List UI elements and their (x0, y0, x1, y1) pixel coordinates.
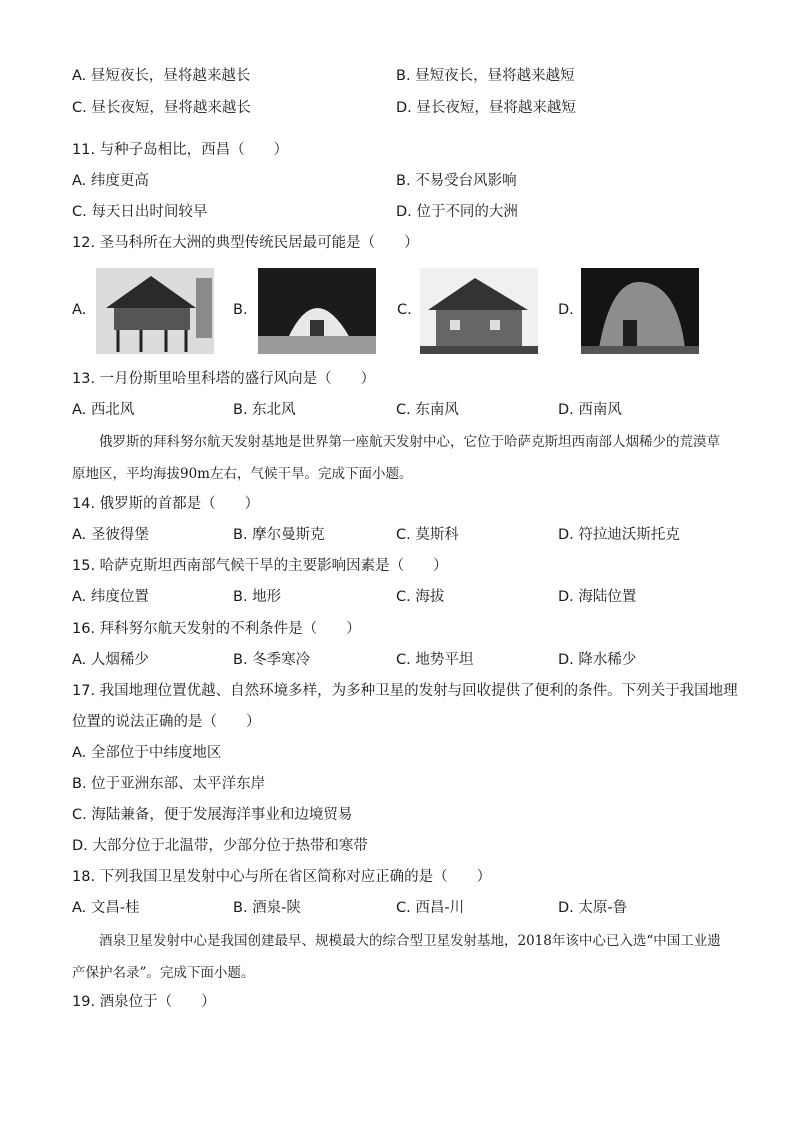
q13-stem: 13. 一月份斯里哈里科塔的盛行风向是（ ） (72, 371, 376, 387)
q16-option-b: B. 冬季寒冷 (233, 652, 311, 668)
q18-option-c: C. 西昌-川 (396, 900, 465, 916)
q11-option-c: C. 每天日出时间较早 (72, 204, 208, 220)
q14-stem: 14. 俄罗斯的首都是（ ） (72, 496, 260, 512)
q14-option-a: A. 圣彼得堡 (72, 527, 149, 543)
q10-option-a: A. 昼短夜长，昼将越来越长 (72, 68, 251, 84)
q11-stem: 11. 与种子岛相比，西昌（ ） (72, 142, 289, 158)
q12-label-a: A. (72, 302, 87, 318)
q10-option-d: D. 昼长夜短，昼将越来越短 (396, 100, 576, 116)
q10-option-c: C. 昼长夜短，昼将越来越长 (72, 100, 251, 116)
q15-option-c: C. 海拔 (396, 589, 445, 605)
q12-label-d: D. (558, 302, 574, 318)
q15-option-b: B. 地形 (233, 589, 282, 605)
reading-passage-baikonur: 俄罗斯的拜科努尔航天发射基地是世界第一座航天发射中心，它位于哈萨克斯坦西南部人烟稀少的荒漠草原地区，平均海拔90m左右，气候干旱。完成下面小题。 (72, 434, 720, 482)
q17-option-c: C. 海陆兼备，便于发展海洋事业和边境贸易 (72, 807, 353, 823)
q10-option-b: B. 昼短夜长，昼将越来越短 (396, 68, 575, 84)
q18-option-d: D. 太原-鲁 (558, 900, 628, 916)
q14-option-b: B. 摩尔曼斯克 (233, 527, 325, 543)
stilt-house-image (96, 268, 214, 354)
q13-option-c: C. 东南风 (396, 402, 459, 418)
q18-stem: 18. 下列我国卫星发射中心与所在省区简称对应正确的是（ ） (72, 869, 492, 885)
q16-stem: 16. 拜科努尔航天发射的不利条件是（ ） (72, 621, 361, 637)
q11-option-a: A. 纬度更高 (72, 173, 149, 189)
q19-stem: 19. 酒泉位于（ ） (72, 994, 216, 1010)
grass-hut-image (581, 268, 699, 354)
q11-option-b: B. 不易受台风影响 (396, 173, 517, 189)
q12-label-b: B. (233, 302, 248, 318)
q16-option-c: C. 地势平坦 (396, 652, 474, 668)
q15-stem: 15. 哈萨克斯坦西南部气候干旱的主要影响因素是（ ） (72, 558, 448, 574)
q11-option-d: D. 位于不同的大洲 (396, 204, 518, 220)
q14-option-c: C. 莫斯科 (396, 527, 459, 543)
q17-stem-line1: 17. 我国地理位置优越、自然环境多样，为多种卫星的发射与回收提供了便利的条件。下列关于我国地理 (72, 683, 738, 699)
q14-option-d: D. 符拉迪沃斯托克 (558, 527, 680, 543)
q17-option-b: B. 位于亚洲东部、太平洋东岸 (72, 776, 266, 792)
q16-option-a: A. 人烟稀少 (72, 652, 149, 668)
q18-option-b: B. 酒泉-陕 (233, 900, 301, 916)
q13-option-d: D. 西南风 (558, 402, 622, 418)
q12-label-c: C. (397, 302, 412, 318)
q18-option-a: A. 文昌-桂 (72, 900, 140, 916)
q13-option-a: A. 西北风 (72, 402, 135, 418)
igloo-image (258, 268, 376, 354)
wooden-house-image (420, 268, 538, 354)
reading-passage-jiuquan: 酒泉卫星发射中心是我国创建最早、规模最大的综合型卫星发射基地，2018年该中心已入选“中国工业遗产保护名录”。完成下面小题。 (72, 933, 721, 981)
q17-option-a: A. 全部位于中纬度地区 (72, 745, 222, 761)
q16-option-d: D. 降水稀少 (558, 652, 637, 668)
q13-option-b: B. 东北风 (233, 402, 296, 418)
q12-stem: 12. 圣马科所在大洲的典型传统民居最可能是（ ） (72, 235, 419, 251)
q15-option-a: A. 纬度位置 (72, 589, 149, 605)
q17-stem-line2: 位置的说法正确的是（ ） (72, 714, 261, 730)
q15-option-d: D. 海陆位置 (558, 589, 637, 605)
q17-option-d: D. 大部分位于北温带，少部分位于热带和寒带 (72, 838, 368, 854)
